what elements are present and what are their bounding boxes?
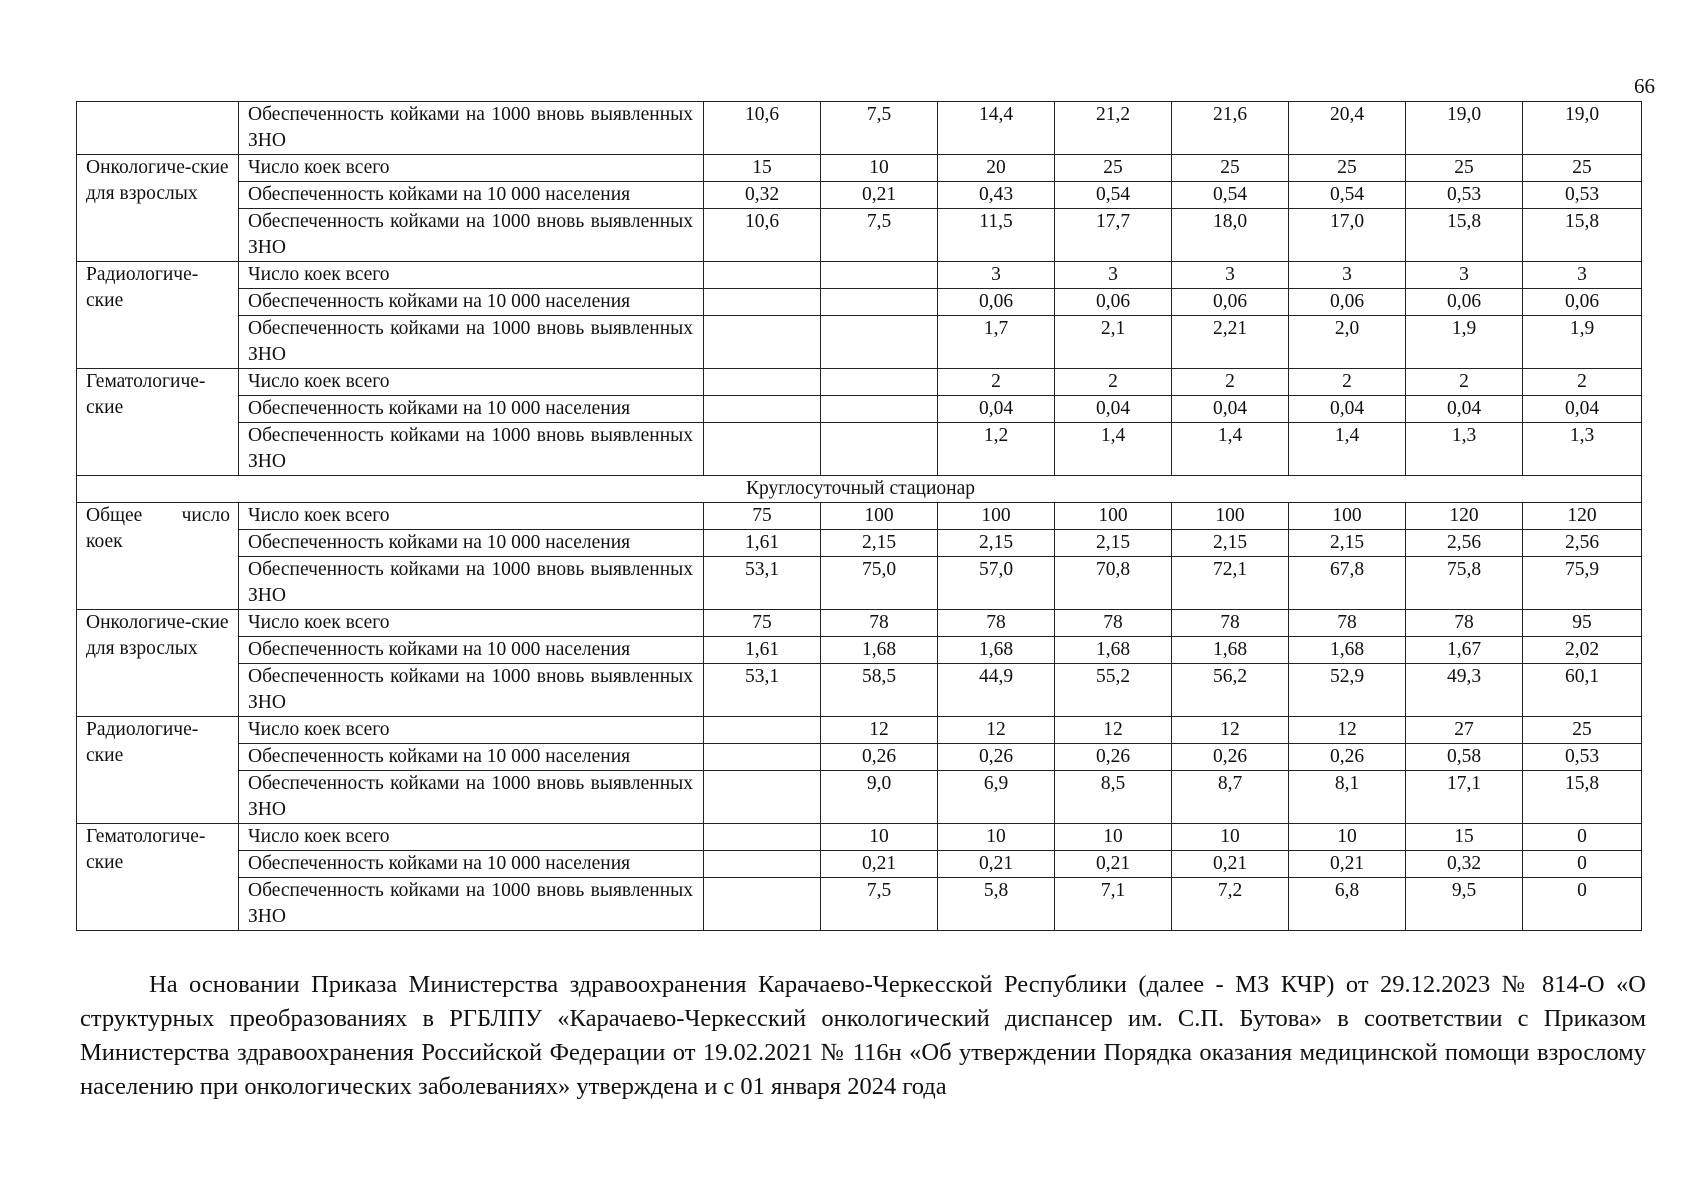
- value-cell: 14,4: [938, 102, 1055, 155]
- value-cell: 2,15: [821, 530, 938, 557]
- value-cell: 3: [938, 262, 1055, 289]
- value-cell: 11,5: [938, 209, 1055, 262]
- value-cell: 0,32: [1406, 851, 1523, 878]
- table-row: [77, 316, 1642, 369]
- value-cell: 0,06: [1406, 289, 1523, 316]
- group-label: Онкологиче-ские для взрослых: [77, 610, 239, 717]
- value-cell: 27: [1406, 717, 1523, 744]
- value-cell: 12: [1289, 717, 1406, 744]
- value-cell: 100: [1289, 503, 1406, 530]
- table-row: [77, 209, 1642, 262]
- indicator-label: Обеспеченность койками на 10 000 населения: [239, 637, 704, 664]
- value-cell: 21,2: [1055, 102, 1172, 155]
- value-cell: [821, 396, 938, 423]
- value-cell: 2,21: [1172, 316, 1289, 369]
- value-cell: 78: [1289, 610, 1406, 637]
- value-cell: [821, 369, 938, 396]
- section-title: Круглосуточный стационар: [77, 476, 1642, 503]
- value-cell: 0,06: [1523, 289, 1642, 316]
- value-cell: 0,04: [1289, 396, 1406, 423]
- indicator-label: Обеспеченность койками на 1000 вновь выявленных ЗНО: [239, 209, 704, 262]
- bed-capacity-table: [76, 101, 1642, 931]
- value-cell: 7,5: [821, 209, 938, 262]
- value-cell: 25: [1055, 155, 1172, 182]
- value-cell: [704, 824, 821, 851]
- table-row: [77, 557, 1642, 610]
- value-cell: 0,04: [1406, 396, 1523, 423]
- value-cell: 2: [938, 369, 1055, 396]
- indicator-label: Число коек всего: [239, 262, 704, 289]
- value-cell: 8,1: [1289, 771, 1406, 824]
- value-cell: 100: [1055, 503, 1172, 530]
- value-cell: 1,68: [1172, 637, 1289, 664]
- value-cell: 7,2: [1172, 878, 1289, 931]
- value-cell: 2,1: [1055, 316, 1172, 369]
- table-row: [77, 744, 1642, 771]
- value-cell: 8,5: [1055, 771, 1172, 824]
- value-cell: 2,56: [1406, 530, 1523, 557]
- table-row: [77, 664, 1642, 717]
- value-cell: 8,7: [1172, 771, 1289, 824]
- value-cell: 6,8: [1289, 878, 1406, 931]
- body-paragraph: На основании Приказа Министерства здравоохранения Карачаево-Черкесской Республики (далее - МЗ КЧР) от 29.12.2023 № 814-О «О структурных преобразованиях в РГБЛПУ «Карачаево-Черкесский онкологический диспансер им. С.П. Бутова» в соответствии с Приказом Министерства здравоохранения Российской Федерации от 19.02.2021 № 116н «Об утверждении Порядка оказания медицинской помощи взрослому населению при онкологических заболеваниях» утверждена и с 01 января 2024 года: [80, 971, 1646, 1100]
- value-cell: 0,53: [1523, 182, 1642, 209]
- value-cell: 0,06: [1289, 289, 1406, 316]
- value-cell: 15: [704, 155, 821, 182]
- indicator-label: Число коек всего: [239, 824, 704, 851]
- indicator-label: Обеспеченность койками на 1000 вновь выявленных ЗНО: [239, 102, 704, 155]
- value-cell: 0,26: [938, 744, 1055, 771]
- indicator-label: Обеспеченность койками на 10 000 населения: [239, 182, 704, 209]
- value-cell: 60,1: [1523, 664, 1642, 717]
- value-cell: 0,06: [938, 289, 1055, 316]
- value-cell: 56,2: [1172, 664, 1289, 717]
- value-cell: 15,8: [1523, 771, 1642, 824]
- value-cell: 2: [1523, 369, 1642, 396]
- group-label: Общее число коек: [77, 503, 239, 610]
- value-cell: 53,1: [704, 557, 821, 610]
- value-cell: 12: [1172, 717, 1289, 744]
- value-cell: 15: [1406, 824, 1523, 851]
- table-row: [77, 262, 1642, 289]
- table-row: [77, 182, 1642, 209]
- value-cell: 44,9: [938, 664, 1055, 717]
- value-cell: 25: [1523, 155, 1642, 182]
- value-cell: 2: [1289, 369, 1406, 396]
- value-cell: 1,9: [1523, 316, 1642, 369]
- value-cell: 1,61: [704, 637, 821, 664]
- value-cell: 10,6: [704, 209, 821, 262]
- value-cell: 7,5: [821, 878, 938, 931]
- indicator-label: Обеспеченность койками на 1000 вновь выявленных ЗНО: [239, 316, 704, 369]
- indicator-label: Число коек всего: [239, 717, 704, 744]
- table-row: [77, 369, 1642, 396]
- value-cell: 0,32: [704, 182, 821, 209]
- value-cell: 1,9: [1406, 316, 1523, 369]
- value-cell: 18,0: [1172, 209, 1289, 262]
- value-cell: 1,68: [821, 637, 938, 664]
- value-cell: 0,54: [1172, 182, 1289, 209]
- value-cell: 1,68: [1055, 637, 1172, 664]
- table-row: [77, 637, 1642, 664]
- value-cell: 19,0: [1523, 102, 1642, 155]
- value-cell: 2,15: [1289, 530, 1406, 557]
- value-cell: 0,58: [1406, 744, 1523, 771]
- value-cell: 1,68: [1289, 637, 1406, 664]
- value-cell: 2,15: [1172, 530, 1289, 557]
- value-cell: 0,26: [1055, 744, 1172, 771]
- indicator-label: Обеспеченность койками на 10 000 населения: [239, 530, 704, 557]
- value-cell: 0,26: [1172, 744, 1289, 771]
- value-cell: [704, 717, 821, 744]
- indicator-label: Обеспеченность койками на 1000 вновь выявленных ЗНО: [239, 771, 704, 824]
- value-cell: 75: [704, 610, 821, 637]
- value-cell: 25: [1523, 717, 1642, 744]
- table-row: [77, 851, 1642, 878]
- value-cell: 3: [1055, 262, 1172, 289]
- value-cell: 78: [821, 610, 938, 637]
- value-cell: [704, 369, 821, 396]
- value-cell: 70,8: [1055, 557, 1172, 610]
- value-cell: 10: [1172, 824, 1289, 851]
- value-cell: 2: [1172, 369, 1289, 396]
- table-row: [77, 423, 1642, 476]
- indicator-label: Число коек всего: [239, 610, 704, 637]
- value-cell: 25: [1172, 155, 1289, 182]
- indicator-label: Обеспеченность койками на 1000 вновь выявленных ЗНО: [239, 664, 704, 717]
- table-row: [77, 878, 1642, 931]
- value-cell: 0,06: [1055, 289, 1172, 316]
- indicator-label: Число коек всего: [239, 503, 704, 530]
- value-cell: 100: [821, 503, 938, 530]
- value-cell: 52,9: [1289, 664, 1406, 717]
- group-label: Гематологиче-ские: [77, 369, 239, 476]
- value-cell: 75: [704, 503, 821, 530]
- value-cell: [821, 316, 938, 369]
- value-cell: [704, 744, 821, 771]
- table-body: [77, 102, 1642, 931]
- value-cell: 57,0: [938, 557, 1055, 610]
- value-cell: 17,1: [1406, 771, 1523, 824]
- value-cell: 1,4: [1172, 423, 1289, 476]
- value-cell: 12: [1055, 717, 1172, 744]
- indicator-label: Обеспеченность койками на 1000 вновь выявленных ЗНО: [239, 878, 704, 931]
- value-cell: 5,8: [938, 878, 1055, 931]
- value-cell: 0,21: [821, 851, 938, 878]
- table-row: [77, 771, 1642, 824]
- value-cell: 78: [1055, 610, 1172, 637]
- value-cell: 0,21: [1055, 851, 1172, 878]
- value-cell: 78: [1172, 610, 1289, 637]
- value-cell: 20,4: [1289, 102, 1406, 155]
- value-cell: 7,1: [1055, 878, 1172, 931]
- value-cell: 0,04: [1172, 396, 1289, 423]
- value-cell: 1,7: [938, 316, 1055, 369]
- value-cell: 20: [938, 155, 1055, 182]
- value-cell: 15,8: [1406, 209, 1523, 262]
- value-cell: 10: [938, 824, 1055, 851]
- value-cell: 1,4: [1055, 423, 1172, 476]
- value-cell: 2,02: [1523, 637, 1642, 664]
- value-cell: [704, 423, 821, 476]
- value-cell: 0,21: [1289, 851, 1406, 878]
- value-cell: 100: [938, 503, 1055, 530]
- value-cell: 1,4: [1289, 423, 1406, 476]
- value-cell: 0,53: [1523, 744, 1642, 771]
- value-cell: [704, 878, 821, 931]
- group-label: Радиологиче-ские: [77, 717, 239, 824]
- indicator-label: Число коек всего: [239, 369, 704, 396]
- value-cell: 49,3: [1406, 664, 1523, 717]
- value-cell: 0,53: [1406, 182, 1523, 209]
- value-cell: 19,0: [1406, 102, 1523, 155]
- value-cell: 17,7: [1055, 209, 1172, 262]
- table-row: [77, 155, 1642, 182]
- value-cell: 1,3: [1523, 423, 1642, 476]
- value-cell: 6,9: [938, 771, 1055, 824]
- value-cell: 10,6: [704, 102, 821, 155]
- indicator-label: Обеспеченность койками на 10 000 населения: [239, 289, 704, 316]
- value-cell: 21,6: [1172, 102, 1289, 155]
- value-cell: 25: [1406, 155, 1523, 182]
- indicator-label: Число коек всего: [239, 155, 704, 182]
- value-cell: [704, 316, 821, 369]
- value-cell: 1,2: [938, 423, 1055, 476]
- value-cell: 2,56: [1523, 530, 1642, 557]
- value-cell: 3: [1406, 262, 1523, 289]
- section-header-row: [77, 476, 1642, 503]
- table-row: [77, 717, 1642, 744]
- value-cell: 55,2: [1055, 664, 1172, 717]
- table-row: [77, 289, 1642, 316]
- value-cell: 75,9: [1523, 557, 1642, 610]
- value-cell: 67,8: [1289, 557, 1406, 610]
- page-number: 66: [1634, 74, 1655, 98]
- value-cell: 7,5: [821, 102, 938, 155]
- indicator-label: Обеспеченность койками на 10 000 населения: [239, 851, 704, 878]
- value-cell: 0,06: [1172, 289, 1289, 316]
- value-cell: 25: [1289, 155, 1406, 182]
- value-cell: 78: [1406, 610, 1523, 637]
- value-cell: 78: [938, 610, 1055, 637]
- indicator-label: Обеспеченность койками на 1000 вновь выявленных ЗНО: [239, 423, 704, 476]
- group-label: [77, 102, 239, 155]
- value-cell: [821, 262, 938, 289]
- table-row: [77, 530, 1642, 557]
- value-cell: 58,5: [821, 664, 938, 717]
- value-cell: 72,1: [1172, 557, 1289, 610]
- value-cell: 0,04: [1055, 396, 1172, 423]
- group-label: Гематологиче-ские: [77, 824, 239, 931]
- value-cell: 12: [821, 717, 938, 744]
- value-cell: [704, 851, 821, 878]
- indicator-label: Обеспеченность койками на 10 000 населения: [239, 396, 704, 423]
- value-cell: 0,21: [938, 851, 1055, 878]
- value-cell: 2,15: [1055, 530, 1172, 557]
- value-cell: 9,0: [821, 771, 938, 824]
- value-cell: 10: [1289, 824, 1406, 851]
- table-row: [77, 610, 1642, 637]
- value-cell: 95: [1523, 610, 1642, 637]
- value-cell: 17,0: [1289, 209, 1406, 262]
- group-label: Радиологиче-ские: [77, 262, 239, 369]
- table-row: [77, 824, 1642, 851]
- table-row: [77, 503, 1642, 530]
- value-cell: 1,68: [938, 637, 1055, 664]
- value-cell: 0: [1523, 851, 1642, 878]
- group-label: Онкологиче-ские для взрослых: [77, 155, 239, 262]
- value-cell: 100: [1172, 503, 1289, 530]
- value-cell: [821, 423, 938, 476]
- value-cell: [704, 771, 821, 824]
- value-cell: 0,21: [1172, 851, 1289, 878]
- value-cell: 0: [1523, 878, 1642, 931]
- value-cell: 2,15: [938, 530, 1055, 557]
- value-cell: 12: [938, 717, 1055, 744]
- value-cell: 2: [1055, 369, 1172, 396]
- value-cell: 1,61: [704, 530, 821, 557]
- value-cell: 10: [821, 824, 938, 851]
- table-row: [77, 102, 1642, 155]
- value-cell: 75,0: [821, 557, 938, 610]
- value-cell: 15,8: [1523, 209, 1642, 262]
- value-cell: 1,3: [1406, 423, 1523, 476]
- value-cell: 0,26: [1289, 744, 1406, 771]
- value-cell: 2: [1406, 369, 1523, 396]
- value-cell: 2,0: [1289, 316, 1406, 369]
- indicator-label: Обеспеченность койками на 10 000 населения: [239, 744, 704, 771]
- indicator-label: Обеспеченность койками на 1000 вновь выявленных ЗНО: [239, 557, 704, 610]
- value-cell: 10: [821, 155, 938, 182]
- value-cell: 3: [1289, 262, 1406, 289]
- value-cell: 53,1: [704, 664, 821, 717]
- value-cell: 75,8: [1406, 557, 1523, 610]
- value-cell: 3: [1523, 262, 1642, 289]
- value-cell: [704, 289, 821, 316]
- value-cell: 120: [1523, 503, 1642, 530]
- value-cell: 1,67: [1406, 637, 1523, 664]
- table-row: [77, 396, 1642, 423]
- value-cell: 0,21: [821, 182, 938, 209]
- value-cell: 10: [1055, 824, 1172, 851]
- value-cell: 3: [1172, 262, 1289, 289]
- value-cell: 0,43: [938, 182, 1055, 209]
- value-cell: 0,04: [1523, 396, 1642, 423]
- value-cell: 0,54: [1055, 182, 1172, 209]
- value-cell: [704, 396, 821, 423]
- value-cell: [821, 289, 938, 316]
- value-cell: 0,54: [1289, 182, 1406, 209]
- value-cell: 0,26: [821, 744, 938, 771]
- value-cell: 120: [1406, 503, 1523, 530]
- value-cell: [704, 262, 821, 289]
- value-cell: 9,5: [1406, 878, 1523, 931]
- value-cell: 0: [1523, 824, 1642, 851]
- value-cell: 0,04: [938, 396, 1055, 423]
